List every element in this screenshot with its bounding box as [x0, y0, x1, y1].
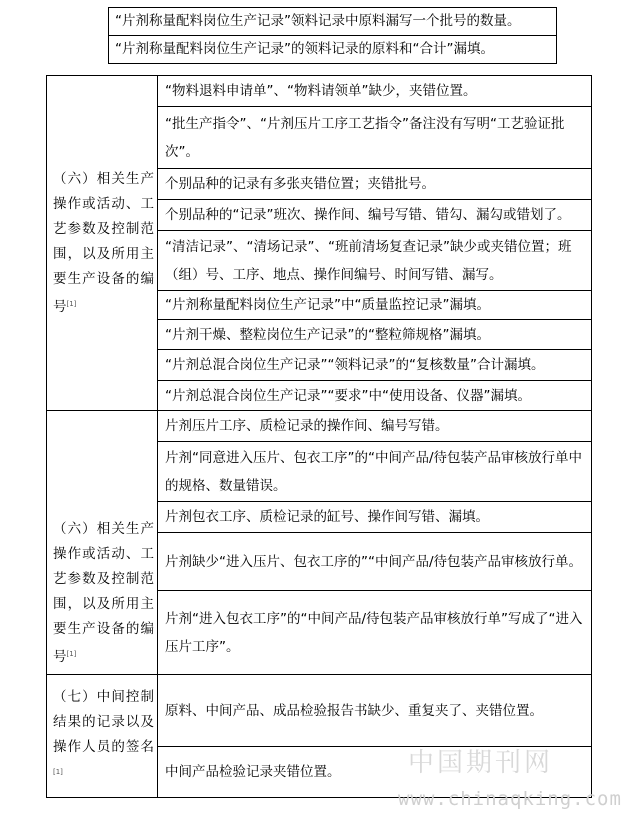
citation-ref: [1]: [66, 650, 77, 658]
table-row: [47, 411, 592, 442]
category-text: （七）中间控制结果的记录以及操作人员的签名: [53, 688, 154, 755]
table-cell: “批生产指令”、“片剂压片工序工艺指令”备注没有写明“工艺验证批次”。: [158, 107, 592, 169]
top-table: [108, 7, 557, 64]
table-cell: “片剂总混合岗位生产记录”“领料记录”的“复核数量”合计漏填。: [158, 350, 592, 381]
citation-ref: [1]: [53, 767, 63, 776]
table-cell: 个别品种的“记录”班次、操作间、编号写错、错勾、漏勾或错划了。: [158, 200, 592, 231]
table-row: [109, 36, 557, 64]
table-cell: 原料、中间产品、成品检验报告书缺少、重复夹了、夹错位置。: [158, 675, 592, 747]
category-text: （六）相关生产操作或活动、工艺参数及控制范围，以及所用主要生产设备的编号: [53, 170, 154, 315]
watermark-url: www.chinaqking.com: [398, 788, 622, 810]
table-cell: “片剂干燥、整粒岗位生产记录”的“整粒筛规格”漏填。: [158, 320, 592, 350]
table-cell: “清洁记录”、“清场记录”、“班前清场复查记录”缺少或夹错位置；班（组）号、工序、地点、操作间编号、时间写错、漏写。: [158, 231, 592, 291]
category-cell: [47, 76, 158, 411]
table-cell: 片剂“进入包衣工序”的“中间产品/待包装产品审核放行单”写成了“进入压片工序”。: [158, 591, 592, 675]
category-text: （六）相关生产操作或活动、工艺参数及控制范围，以及所用主要生产设备的编号: [53, 521, 154, 665]
table-cell: “片剂称量配料岗位生产记录”领料记录中原料漏写一个批号的数量。: [109, 8, 557, 36]
table-row: [47, 76, 592, 107]
table-cell: 片剂缺少“进入压片、包衣工序的”“中间产品/待包装产品审核放行单。: [158, 533, 592, 591]
table-cell: 片剂压片工序、质检记录的操作间、编号写错。: [158, 411, 592, 442]
table-cell: “片剂总混合岗位生产记录”“要求”中“使用设备、仪器”漏填。: [158, 381, 592, 411]
table-cell: 中间产品检验记录夹错位置。: [158, 747, 592, 798]
table-cell: “片剂称量配料岗位生产记录”中“质量监控记录”漏填。: [158, 291, 592, 320]
table-cell: 片剂包衣工序、质检记录的缸号、操作间写错、漏填。: [158, 502, 592, 533]
table-row: [109, 8, 557, 36]
table-cell: “片剂称量配料岗位生产记录”的领料记录的原料和“合计”漏填。: [109, 36, 557, 64]
citation-ref: [1]: [66, 299, 77, 308]
main-table: [46, 75, 592, 798]
category-cell: [47, 675, 158, 798]
table-cell: 个别品种的记录有多张夹错位置；夹错批号。: [158, 169, 592, 200]
watermark-logo: 中国期刊网: [408, 748, 554, 778]
table-cell: “物料退料申请单”、“物料请领单”缺少，夹错位置。: [158, 76, 592, 107]
table-row: [47, 675, 592, 747]
category-cell: [47, 411, 158, 675]
table-cell: 片剂“同意进入压片、包衣工序”的“中间产品/待包装产品审核放行单中的规格、数量错误。: [158, 442, 592, 502]
